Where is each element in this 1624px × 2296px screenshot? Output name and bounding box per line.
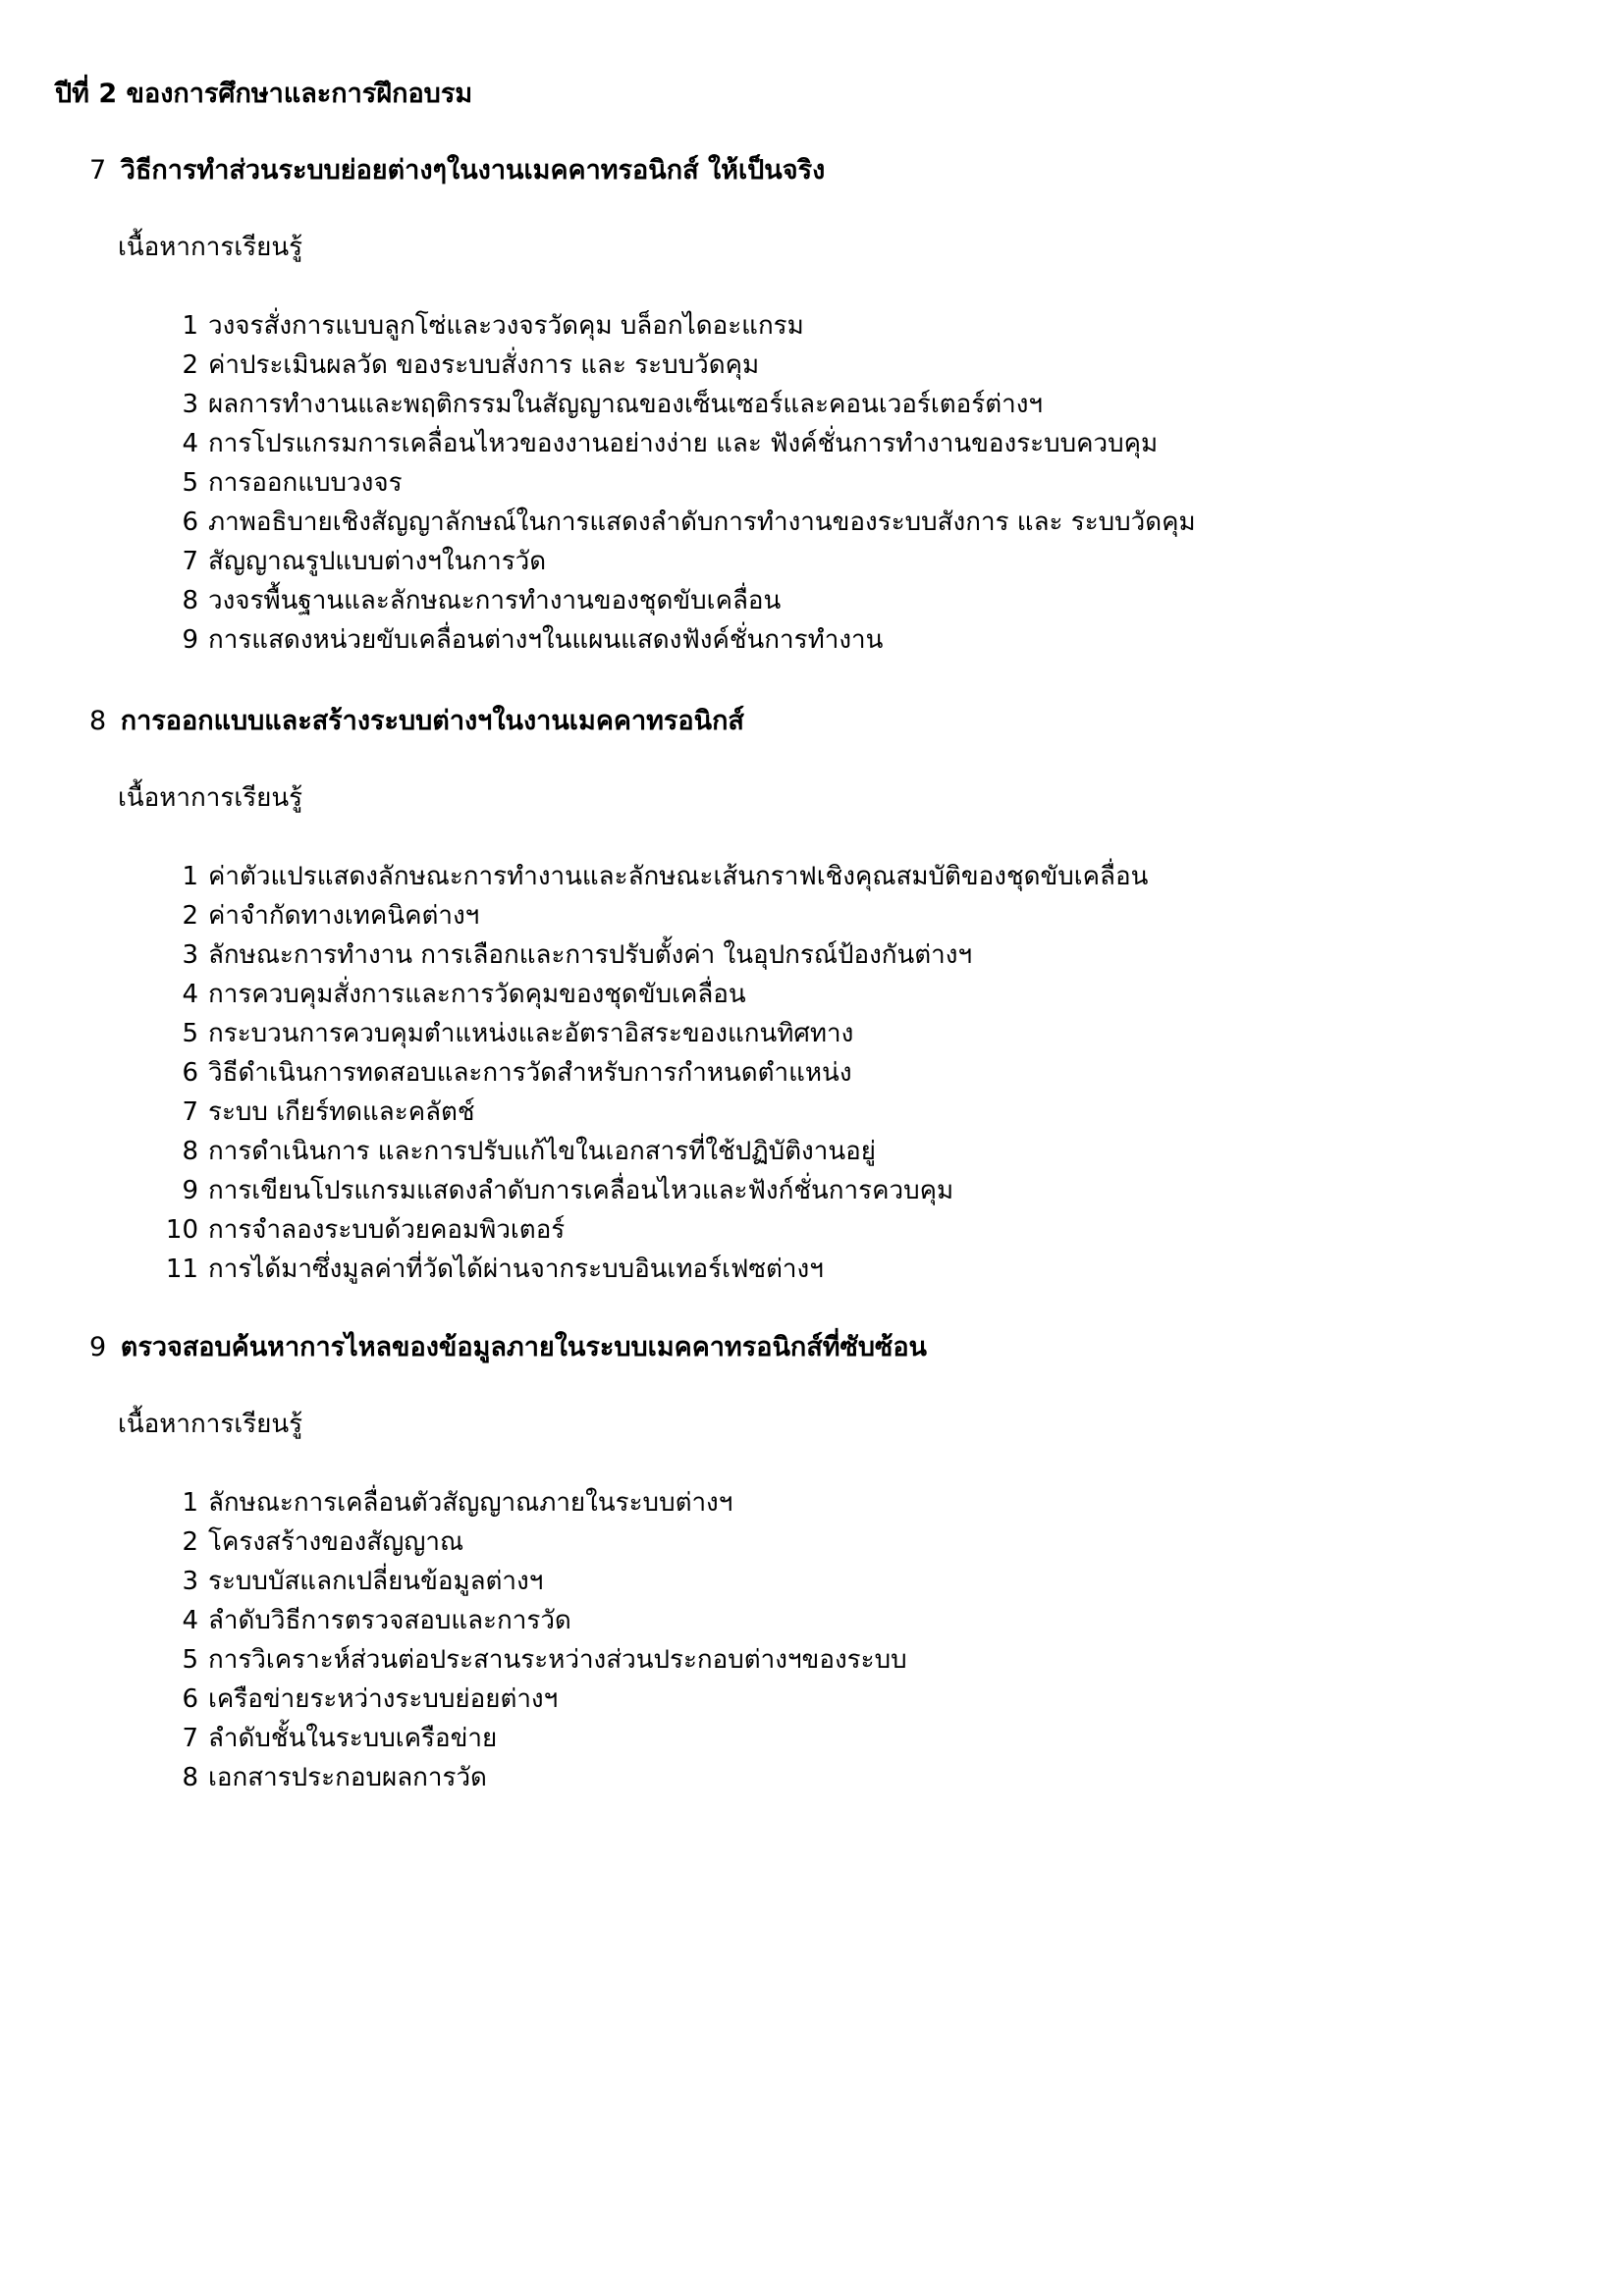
item-number: 5 [182,468,198,498]
item-number: 8 [182,1763,198,1792]
item-number: 6 [182,507,198,537]
item-number: 4 [182,980,198,1009]
item-text: ค่าประเมินผลวัด ของระบบสั่งการ และ ระบบวัดคุม [208,350,760,380]
item-text: กระบวนการควบคุมตำแหน่งและอัตราอิสระของแกนทิศทาง [208,1019,854,1048]
module-heading [89,153,825,188]
item-text: การวิเคราะห์ส่วนต่อประสานระหว่างส่วนประกอบต่างฯของระบบ [208,1645,907,1675]
item-text: การจำลองระบบด้วยคอมพิวเตอร์ [208,1215,566,1245]
module-heading [89,1330,927,1365]
item-text: การเขียนโปรแกรมแสดงลำดับการเคลื่อนไหวและฟังก์ชั่นการควบคุม [208,1176,954,1205]
item-text: การดำเนินการ และการปรับแก้ไขในเอกสารที่ใช้ปฏิบัติงานอยู่ [208,1137,876,1166]
item-text: การโปรแกรมการเคลื่อนไหวของงานอย่างง่าย และ ฟังค์ชั่นการทำงานของระบบควบคุม [208,429,1159,458]
item-number: 8 [182,586,198,615]
item-number: 1 [182,311,198,341]
item-text: ภาพอธิบายเชิงสัญญาลักษณ์ในการแสดงลำดับการทำงานของระบบสังการ และ ระบบวัดคุม [208,507,1196,537]
item-text: การแสดงหน่วยขับเคลื่อนต่างฯในแผนแสดงฟังค์ชั่นการทำงาน [208,625,884,655]
item-text: ระบบ เกียร์ทดและคลัตช์ [208,1097,475,1127]
item-text: สัญญาณรูปแบบต่างฯในการวัด [208,547,547,576]
item-number: 9 [182,625,198,655]
item-text: ผลการทำงานและพฤติกรรมในสัญญาณของเซ็นเซอร์และคอนเวอร์เตอร์ต่างฯ [208,390,1044,419]
module-title: ตรวจสอบค้นหาการไหลของข้อมูลภายในระบบเมคคาทรอนิกส์ที่ซับซ้อน [120,1332,927,1362]
item-text: ระบบบัสแลกเปลี่ยนข้อมูลต่างฯ [208,1567,544,1596]
item-number: 5 [182,1019,198,1048]
item-text: ลักษณะการเคลื่อนตัวสัญญาณภายในระบบต่างฯ [208,1488,733,1518]
content-label: เนื้อหาการเรียนรู้ [118,783,303,813]
module-title: การออกแบบและสร้างระบบต่างฯในงานเมคคาทรอนิกส์ [120,706,744,736]
item-text: ลำดับวิธีการตรวจสอบและการวัด [208,1606,571,1635]
module-heading [89,704,744,739]
item-text: วงจรพื้นฐานและลักษณะการทำงานของชุดขับเคลื่อน [208,586,782,615]
item-text: ลำดับชั้นในระบบเครือข่าย [208,1724,498,1753]
item-number: 5 [182,1645,198,1675]
module-number: 9 [89,1332,107,1362]
item-number: 3 [182,940,198,970]
item-text: ลักษณะการทำงาน การเลือกและการปรับตั้งค่า ในอุปกรณ์ป้องกันต่างฯ [208,940,973,970]
item-number: 2 [182,901,198,931]
item-number: 2 [182,1527,198,1557]
item-text: เครือข่ายระหว่างระบบย่อยต่างฯ [208,1684,559,1714]
item-number: 1 [182,1488,198,1518]
item-number: 1 [182,862,198,891]
item-text: การออกแบบวงจร [208,468,403,498]
item-number: 4 [182,429,198,458]
item-text: วิธีดำเนินการทดสอบและการวัดสำหรับการกำหนดตำแหน่ง [208,1058,852,1088]
item-text: การควบคุมสั่งการและการวัดคุมของชุดขับเคลื่อน [208,980,746,1009]
page-title: ปีที่ 2 ของการศึกษาและการฝึกอบรม [55,79,473,109]
item-number: 7 [182,1097,198,1127]
item-number: 3 [182,390,198,419]
module-title: วิธีการทำส่วนระบบย่อยต่างๆในงานเมคคาทรอนิกส์ ให้เป็นจริง [120,155,826,186]
item-number: 7 [182,1724,198,1753]
item-number: 9 [182,1176,198,1205]
content-label: เนื้อหาการเรียนรู้ [118,233,303,262]
item-number: 10 [165,1215,198,1245]
item-number: 6 [182,1058,198,1088]
item-text: โครงสร้างของสัญญาณ [208,1527,464,1557]
item-text: ค่าตัวแปรแสดงลักษณะการทำงานและลักษณะเส้นกราฟเชิงคุณสมบัติของชุดขับเคลื่อน [208,862,1149,891]
item-number: 6 [182,1684,198,1714]
item-text: วงจรสั่งการแบบลูกโซ่และวงจรวัดคุม บล็อกไดอะแกรม [208,311,804,341]
item-number: 2 [182,350,198,380]
module-number: 7 [89,155,107,186]
item-number: 7 [182,547,198,576]
item-number: 8 [182,1137,198,1166]
item-text: เอกสารประกอบผลการวัด [208,1763,487,1792]
item-number: 11 [165,1255,198,1284]
item-text: ค่าจำกัดทางเทคนิคต่างฯ [208,901,480,931]
item-number: 4 [182,1606,198,1635]
item-text: การได้มาซึ่งมูลค่าที่วัดได้ผ่านจากระบบอินเทอร์เฟซต่างฯ [208,1255,824,1284]
content-label: เนื้อหาการเรียนรู้ [118,1410,303,1439]
item-number: 3 [182,1567,198,1596]
module-number: 8 [89,706,107,736]
